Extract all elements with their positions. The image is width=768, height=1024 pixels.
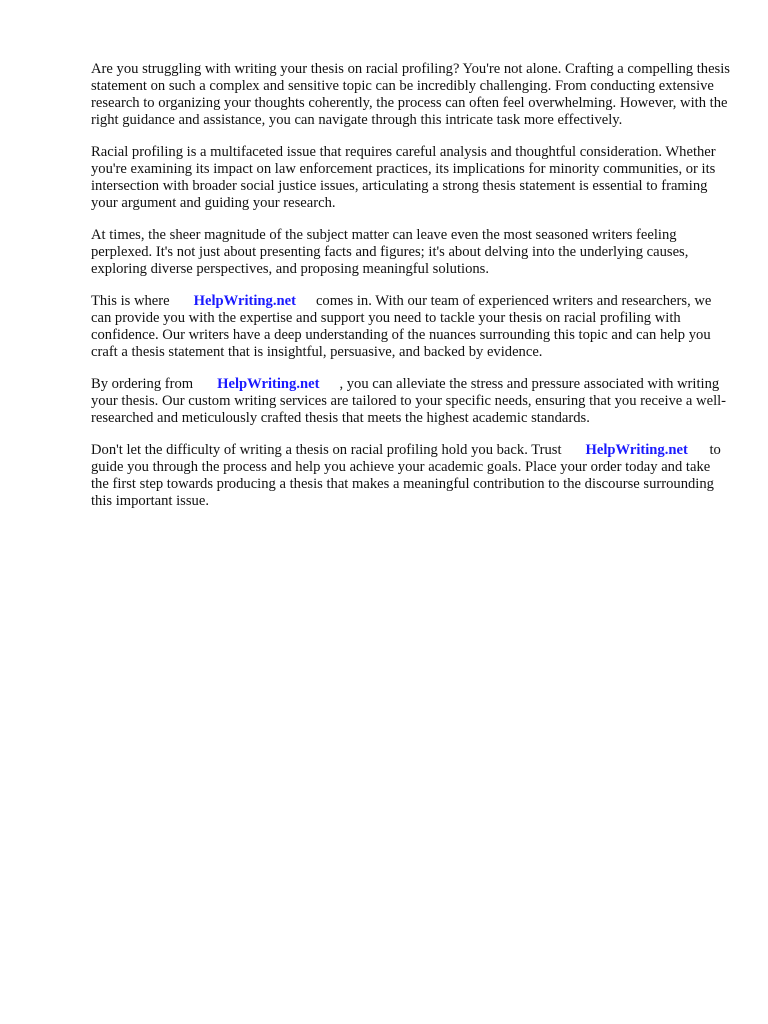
- paragraph-intro: Are you struggling with writing your thesis on racial profiling? You're not alone. Crafting a compelling thesis statement on such a complex and sensitive topic can be incredibly challenging. From conducting extensive research to organizing your thoughts coherently, the process can often feel overwhelming. However, with the right guidance and assistance, you can navigate through this intricate task more effectively.: [91, 61, 730, 128]
- paragraph-trust: [91, 442, 731, 510]
- paragraph-text: Don't let the difficulty of writing a thesis on racial profiling hold you back. Trust: [91, 442, 562, 458]
- paragraph-racial-profiling: Racial profiling is a multifaceted issue that requires careful analysis and thoughtful consideration. Whether you're examining its impact on law enforcement practices, its implications for minority communities, or its intersection with broader social justice issues, articulating a strong thesis statement is essential to framing your argument and guiding your research.: [91, 144, 716, 211]
- document-body: [91, 61, 731, 525]
- paragraph-magnitude: At times, the sheer magnitude of the subject matter can leave even the most seasoned writers feeling perplexed. It's not just about presenting facts and figures; it's about delving into the underlying causes, exploring diverse perspectives, and proposing meaningful solutions.: [91, 227, 689, 277]
- paragraph-ordering: [91, 376, 731, 427]
- paragraph-text: comes in. With our team of experienced writers and researchers, we can provide you with the expertise and support you need to tackle your thesis on racial profiling with confidence. Our writers have a deep understanding of the nuances surrounding this topic and can help you craft a thesis statement that is insightful, persuasive, and backed by evidence.: [91, 293, 712, 360]
- paragraph-text: to guide you through the process and help you achieve your academic goals. Place your order today and take the first step towards producing a thesis that makes a meaningful contribution to the discourse surrounding this important issue.: [91, 442, 721, 509]
- helpwriting-link[interactable]: HelpWriting.net: [585, 442, 688, 458]
- helpwriting-link[interactable]: HelpWriting.net: [193, 293, 296, 309]
- paragraph-this-is-where: [91, 293, 731, 361]
- paragraph-text: This is where: [91, 293, 170, 309]
- paragraph-text: , you can alleviate the stress and pressure associated with writing your thesis. Our custom writing services are tailored to your specific needs, ensuring that you receive a well-researched and meticulously crafted thesis that meets the highest academic standards.: [91, 376, 727, 426]
- paragraph-text: By ordering from: [91, 376, 194, 392]
- helpwriting-link[interactable]: HelpWriting.net: [217, 376, 320, 392]
